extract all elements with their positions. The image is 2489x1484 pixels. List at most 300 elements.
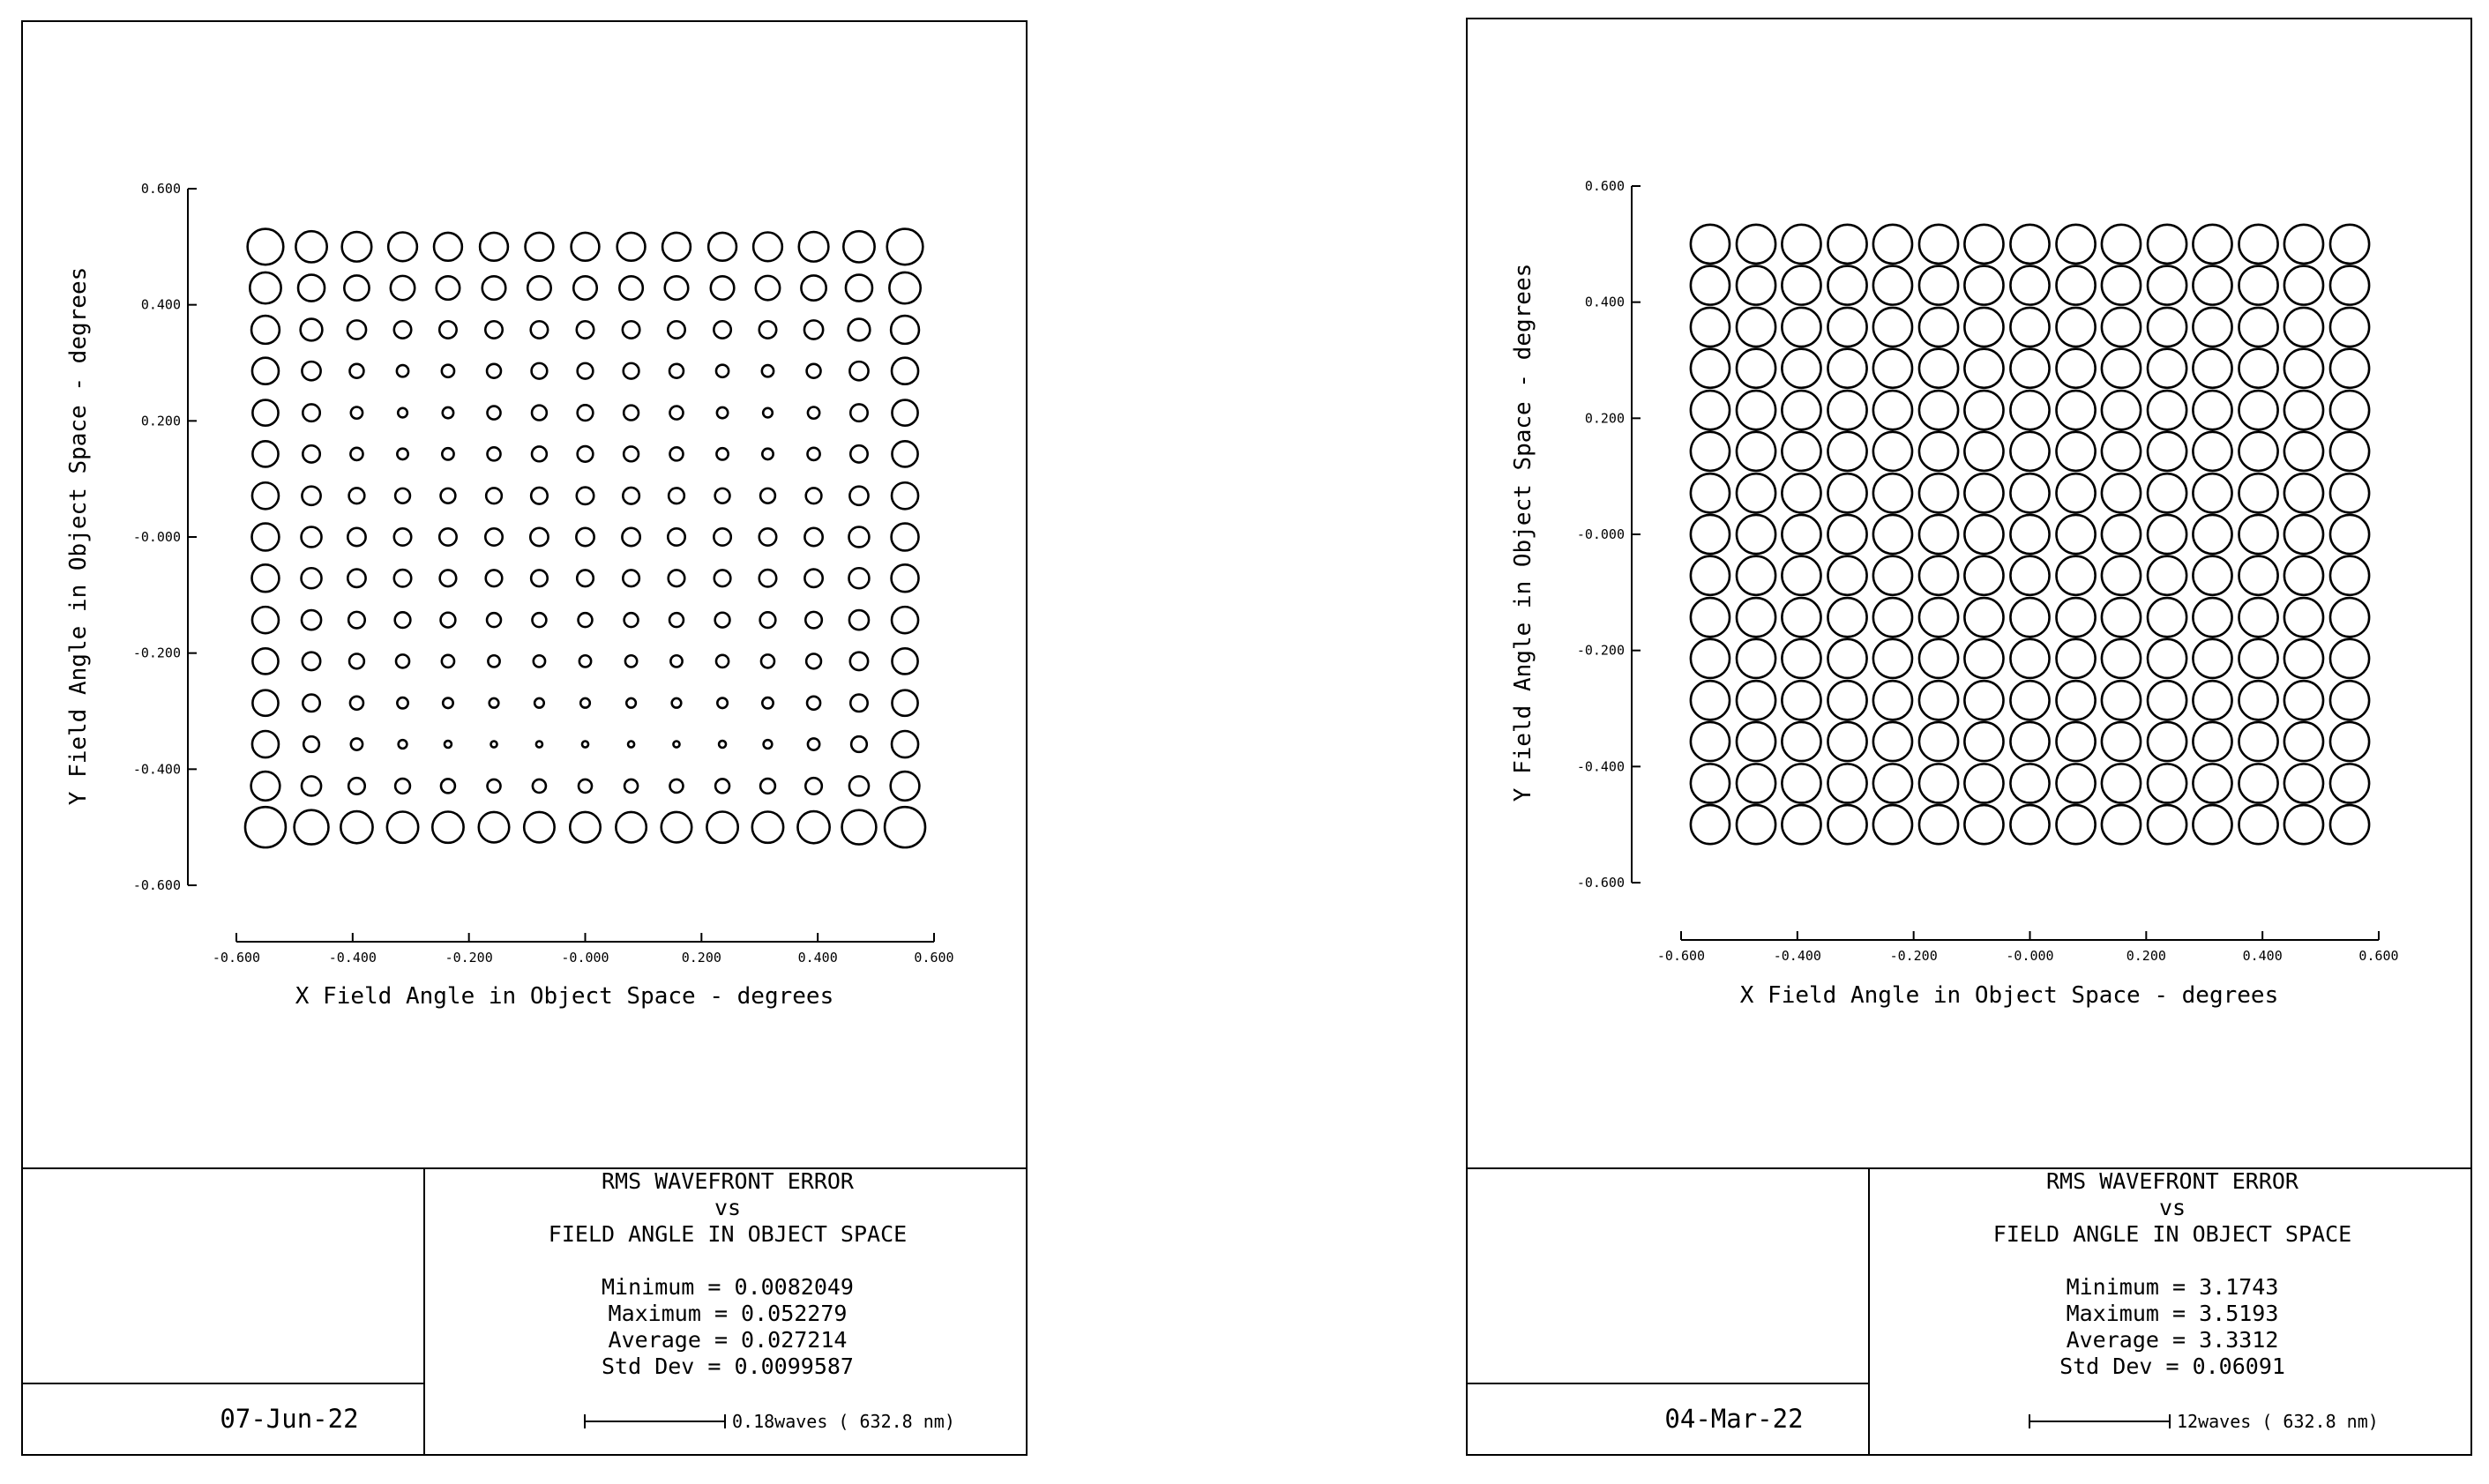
right-point <box>1782 432 1820 471</box>
left-point <box>892 564 919 592</box>
left-point <box>715 613 730 628</box>
right-point <box>1737 722 1775 761</box>
right-point <box>2330 681 2369 720</box>
left-point <box>486 488 502 503</box>
left-point <box>349 653 364 668</box>
right-point <box>2193 681 2231 720</box>
left-point <box>532 446 547 461</box>
left-point <box>531 321 548 338</box>
right-plot-svg <box>1442 0 2489 1480</box>
left-point <box>298 275 325 302</box>
left-point <box>716 365 729 377</box>
right-point <box>1873 391 1912 429</box>
left-point <box>295 810 329 845</box>
right-point <box>2193 764 2231 802</box>
right-scale-label: 12waves ( 632.8 nm) <box>2177 1411 2379 1432</box>
left-point <box>580 698 590 708</box>
right-point <box>2284 308 2323 347</box>
left-point <box>397 365 408 377</box>
left-point <box>753 232 782 261</box>
right-point <box>2010 639 2049 678</box>
right-point <box>2239 722 2277 761</box>
left-point <box>892 524 919 551</box>
left-point <box>850 445 867 462</box>
right-point <box>1828 639 1866 678</box>
right-point <box>2148 639 2186 678</box>
right-point <box>1964 722 2003 761</box>
left-subtitle: FIELD ANGLE IN OBJECT SPACE <box>548 1221 908 1247</box>
right-point <box>1964 515 2003 554</box>
left-point <box>579 655 591 667</box>
right-y-tick-label: -0.400 <box>1576 758 1625 775</box>
right-point <box>2010 349 2049 388</box>
left-point <box>799 232 829 262</box>
left-point <box>577 321 594 338</box>
right-point <box>1873 639 1912 678</box>
left-point <box>762 365 774 377</box>
left-point <box>340 811 372 843</box>
right-marks <box>1691 225 2369 844</box>
right-point <box>2330 349 2369 388</box>
right-point <box>1964 764 2003 802</box>
left-point <box>442 655 454 667</box>
left-point <box>661 812 691 842</box>
left-x-tick-label: -0.200 <box>445 950 493 966</box>
left-title-vs: vs <box>714 1195 742 1220</box>
left-point <box>245 807 286 847</box>
left-point <box>887 229 923 265</box>
left-point <box>763 408 773 418</box>
left-y-tick-label: 0.600 <box>140 181 181 197</box>
left-point <box>252 564 280 592</box>
left-point <box>850 653 868 670</box>
left-point <box>849 487 868 505</box>
right-point <box>2330 639 2369 678</box>
left-point <box>302 776 321 795</box>
right-point <box>1919 722 1958 761</box>
left-y-tick-label: -0.200 <box>132 645 181 661</box>
left-point <box>891 316 919 344</box>
right-point <box>2102 556 2141 595</box>
left-point <box>616 812 646 842</box>
left-point <box>760 779 775 794</box>
right-point <box>2284 391 2323 429</box>
right-point <box>2102 266 2141 305</box>
right-point <box>1919 266 1958 305</box>
left-point <box>848 319 871 341</box>
left-point <box>395 779 410 794</box>
left-point <box>892 731 918 757</box>
left-point <box>441 613 456 628</box>
left-y-tick-label: -0.000 <box>132 529 181 545</box>
left-point <box>669 779 683 793</box>
right-point <box>2330 805 2369 844</box>
right-point <box>1691 308 1730 347</box>
right-point <box>2330 515 2369 554</box>
left-point <box>303 653 320 670</box>
left-point <box>572 233 600 261</box>
left-point <box>715 779 729 793</box>
left-point <box>394 321 411 338</box>
right-point <box>1964 805 2003 844</box>
right-point <box>2193 391 2231 429</box>
right-point <box>1919 474 1958 512</box>
left-point <box>349 364 363 378</box>
left-point <box>806 653 821 668</box>
right-y-tick-label: 0.600 <box>1584 178 1625 194</box>
left-point <box>762 449 773 459</box>
left-date: 07-Jun-22 <box>220 1404 359 1434</box>
left-point <box>391 276 415 300</box>
right-point <box>1919 639 1958 678</box>
right-point <box>1691 225 1730 264</box>
right-point <box>1691 515 1730 554</box>
right-point <box>1873 432 1912 471</box>
right-point <box>2148 515 2186 554</box>
right-point <box>1691 764 1730 802</box>
left-point <box>891 772 920 801</box>
left-point <box>762 697 773 708</box>
right-point <box>2193 722 2231 761</box>
right-point <box>2148 556 2186 595</box>
left-y-tick-label: -0.600 <box>132 877 181 893</box>
right-point <box>2057 515 2096 554</box>
right-point <box>2148 391 2186 429</box>
right-title-vs: vs <box>2158 1195 2186 1220</box>
left-point <box>577 570 594 586</box>
right-stat-minimum: Minimum = 3.1743 <box>2066 1274 2279 1300</box>
right-x-tick-label: -0.200 <box>1889 948 1938 964</box>
right-point <box>1782 515 1820 554</box>
left-point <box>301 319 323 341</box>
right-point <box>1919 556 1958 595</box>
right-point <box>2057 225 2096 264</box>
left-point <box>708 233 736 261</box>
left-point <box>250 272 280 303</box>
left-plot-svg <box>0 0 1041 1480</box>
left-point <box>624 779 638 793</box>
left-point <box>807 364 821 378</box>
right-point <box>2102 308 2141 347</box>
right-point <box>1737 225 1775 264</box>
right-point <box>1782 598 1820 637</box>
left-point <box>487 364 501 378</box>
left-point <box>303 695 319 712</box>
right-point <box>1873 556 1912 595</box>
left-point <box>885 807 925 847</box>
right-point <box>2010 598 2049 637</box>
right-point <box>1964 598 2003 637</box>
right-point <box>1964 391 2003 429</box>
right-point <box>2239 225 2277 264</box>
left-x-tick-label: 0.200 <box>681 950 721 966</box>
right-point <box>1782 266 1820 305</box>
left-point <box>714 528 730 545</box>
left-x-tick-label: -0.600 <box>212 950 261 966</box>
right-point <box>2239 556 2277 595</box>
right-point <box>2010 681 2049 720</box>
right-point <box>1828 805 1866 844</box>
left-point <box>759 570 776 586</box>
left-point <box>624 446 639 461</box>
right-point <box>1873 225 1912 264</box>
right-point <box>1828 722 1866 761</box>
right-point <box>2102 515 2141 554</box>
left-point <box>849 362 868 380</box>
right-point <box>1737 474 1775 512</box>
left-point <box>532 406 547 421</box>
right-point <box>1873 681 1912 720</box>
left-point <box>573 276 597 300</box>
right-point <box>1828 556 1866 595</box>
left-point <box>672 698 682 708</box>
right-point <box>1919 432 1958 471</box>
left-point <box>532 363 548 379</box>
left-scale-label: 0.18waves ( 632.8 nm) <box>732 1411 955 1432</box>
left-point <box>843 231 874 262</box>
left-point <box>578 446 594 462</box>
left-point <box>348 320 366 339</box>
right-point <box>1964 639 2003 678</box>
right-point <box>1737 308 1775 347</box>
right-point <box>1919 681 1958 720</box>
right-point <box>2102 225 2141 264</box>
right-point <box>1782 764 1820 802</box>
left-point <box>801 275 826 300</box>
left-point <box>617 233 646 261</box>
right-point <box>2148 474 2186 512</box>
left-point <box>252 400 278 426</box>
right-point <box>2284 515 2323 554</box>
right-point <box>2193 308 2231 347</box>
right-point <box>2102 598 2141 637</box>
left-point <box>394 570 411 586</box>
left-point <box>388 232 417 261</box>
left-point <box>350 448 363 460</box>
left-point <box>527 276 551 300</box>
left-point <box>848 568 869 588</box>
right-point <box>1964 556 2003 595</box>
right-point <box>1873 474 1912 512</box>
left-point <box>252 524 280 551</box>
left-point <box>488 406 501 420</box>
left-point <box>570 812 600 842</box>
left-point <box>441 488 456 503</box>
right-point <box>2057 556 2096 595</box>
right-point <box>2330 598 2369 637</box>
left-point <box>536 741 542 747</box>
left-point <box>808 406 819 418</box>
left-point <box>434 233 462 261</box>
right-point <box>1691 349 1730 388</box>
right-point <box>2057 764 2096 802</box>
right-point <box>2239 515 2277 554</box>
left-point <box>846 275 872 302</box>
right-point <box>1964 474 2003 512</box>
right-point <box>2193 515 2231 554</box>
left-point <box>622 528 639 546</box>
left-point <box>578 405 594 421</box>
right-point <box>2102 432 2141 471</box>
left-point <box>486 570 503 586</box>
right-point <box>2239 764 2277 802</box>
right-point <box>2330 391 2369 429</box>
right-point <box>1737 349 1775 388</box>
left-point <box>850 404 867 421</box>
right-point <box>1737 515 1775 554</box>
right-point <box>1691 681 1730 720</box>
right-point <box>2193 805 2231 844</box>
left-point <box>719 741 726 748</box>
left-point <box>578 363 594 379</box>
right-point <box>1782 474 1820 512</box>
left-point <box>303 736 319 752</box>
right-point <box>2239 432 2277 471</box>
left-point <box>302 362 320 380</box>
left-point <box>439 528 456 545</box>
right-point <box>2010 225 2049 264</box>
left-point <box>670 655 682 667</box>
right-point <box>2284 556 2323 595</box>
left-point <box>804 528 822 546</box>
left-point <box>487 613 501 627</box>
right-point <box>1828 266 1866 305</box>
right-point <box>1919 225 1958 264</box>
right-point <box>2284 681 2323 720</box>
right-y-tick-label: -0.000 <box>1576 526 1625 542</box>
left-point <box>576 528 594 546</box>
left-point <box>849 610 869 630</box>
left-point <box>252 690 278 716</box>
left-point <box>252 607 279 633</box>
right-point <box>2284 225 2323 264</box>
right-point <box>2010 308 2049 347</box>
left-point <box>387 812 418 843</box>
left-stat-minimum: Minimum = 0.0082049 <box>602 1274 854 1300</box>
right-point <box>2284 722 2323 761</box>
right-point <box>1828 432 1866 471</box>
right-point <box>2330 308 2369 347</box>
left-point <box>442 365 454 377</box>
left-point <box>624 613 639 627</box>
right-point <box>2284 598 2323 637</box>
right-point <box>1691 722 1730 761</box>
right-point <box>2330 432 2369 471</box>
right-point <box>1782 556 1820 595</box>
left-point <box>669 447 683 460</box>
left-point <box>252 648 278 674</box>
right-point <box>2239 639 2277 678</box>
right-point <box>2057 598 2096 637</box>
left-point <box>302 527 322 548</box>
right-point <box>2148 349 2186 388</box>
left-y-tick-label: 0.400 <box>140 296 181 313</box>
right-point <box>2010 556 2049 595</box>
left-point <box>807 697 820 710</box>
right-point <box>2148 598 2186 637</box>
left-y-axis-title: Y Field Angle in Object Space - degrees <box>65 266 92 806</box>
right-point <box>1782 349 1820 388</box>
right-point <box>2284 639 2323 678</box>
right-panel <box>1442 0 2489 1484</box>
left-point <box>526 233 554 261</box>
left-point <box>398 408 407 418</box>
left-point <box>397 697 407 708</box>
left-point <box>479 812 509 842</box>
right-point <box>2010 722 2049 761</box>
right-point <box>2193 598 2231 637</box>
right-point <box>1691 805 1730 844</box>
right-point <box>2148 722 2186 761</box>
left-point <box>344 275 369 300</box>
left-point <box>485 321 502 338</box>
left-point <box>303 445 319 462</box>
right-x-axis-title: X Field Angle in Object Space - degrees <box>1739 982 2279 1009</box>
right-point <box>2193 639 2231 678</box>
left-point <box>626 698 636 708</box>
right-point <box>1782 805 1820 844</box>
right-point <box>2010 432 2049 471</box>
right-point <box>1919 764 1958 802</box>
left-point <box>302 487 320 505</box>
right-point <box>2057 639 2096 678</box>
right-x-tick-label: 0.400 <box>2242 948 2283 964</box>
right-point <box>2102 349 2141 388</box>
right-point <box>1691 598 1730 637</box>
left-point <box>624 363 639 379</box>
left-point <box>851 736 867 752</box>
left-point <box>669 364 684 378</box>
left-point <box>349 488 365 503</box>
right-point <box>2148 805 2186 844</box>
left-x-tick-label: -0.000 <box>561 950 609 966</box>
right-point <box>2239 349 2277 388</box>
right-point <box>1919 805 1958 844</box>
right-point <box>2102 681 2141 720</box>
left-point <box>445 741 452 748</box>
left-point <box>892 648 917 674</box>
left-point <box>668 321 684 338</box>
left-point <box>624 406 639 421</box>
left-point <box>488 447 501 460</box>
right-point <box>2148 225 2186 264</box>
right-point <box>2330 556 2369 595</box>
left-point <box>251 316 280 344</box>
right-point <box>1737 681 1775 720</box>
right-point <box>1964 225 2003 264</box>
left-point <box>717 698 727 708</box>
right-point <box>1737 805 1775 844</box>
left-point <box>485 528 502 545</box>
right-point <box>1873 308 1912 347</box>
left-point <box>892 690 917 716</box>
left-point <box>395 488 410 503</box>
left-title: RMS WAVEFRONT ERROR <box>602 1168 854 1194</box>
left-point <box>348 778 365 794</box>
left-point <box>665 276 689 300</box>
right-point <box>2239 266 2277 305</box>
left-point <box>439 321 456 338</box>
left-point <box>490 698 499 708</box>
right-point <box>1737 639 1775 678</box>
right-point <box>1737 432 1775 471</box>
left-point <box>715 488 730 503</box>
right-point <box>1782 308 1820 347</box>
right-point <box>1828 391 1866 429</box>
left-point <box>892 441 917 466</box>
left-point <box>394 528 411 545</box>
right-point <box>1964 308 2003 347</box>
